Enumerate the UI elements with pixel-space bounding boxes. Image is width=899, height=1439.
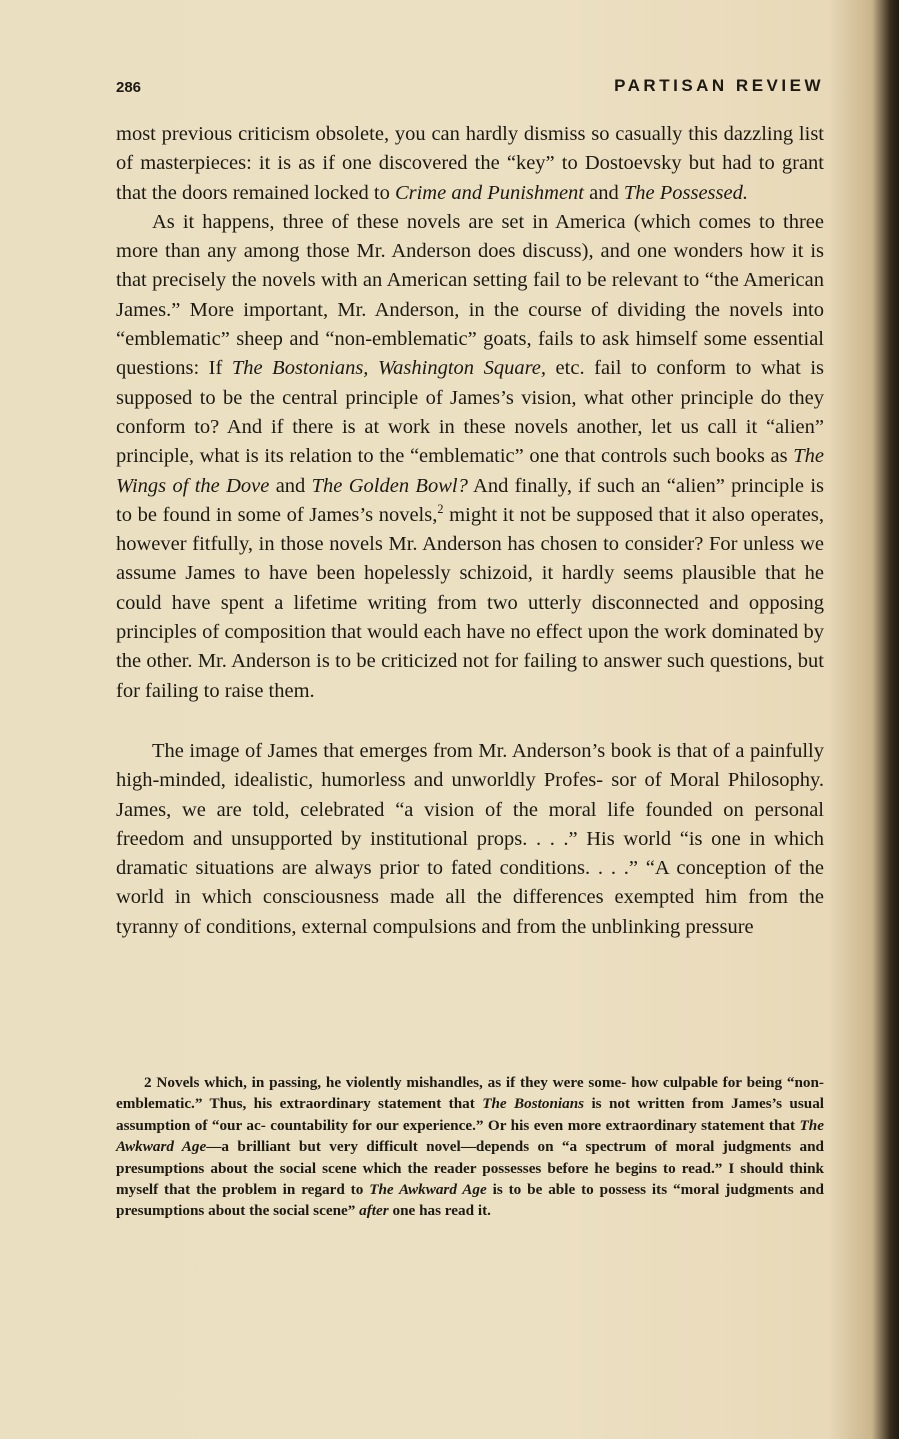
text-run: —a brilliant but very difficult novel—depends on “a spectrum of moral judgments and presumptions about the social scene which the reader possesses before he begins to read.” I should think myself that the problem in regard to	[116, 1138, 824, 1199]
text-run: The image of James that emerges from Mr. Anderson’s book is that of a painfully high-minded, idealistic, humorless and unworldly Profes- sor of Moral Philosophy. James, we are told, celebrated “a vision of the moral life founded on personal freedom and unsupported by institutional props. . . .” His world “is one in which dramatic situations are always prior to fated conditions. . . .” “A conception of the world in which consciousness made all the differences exempted him from the tyranny of conditions, external compulsions and from the unblinking pressure	[116, 739, 824, 938]
italic-text: The Bostonians	[482, 1095, 585, 1113]
running-head	[116, 76, 824, 102]
italic-text: The Awkward Age	[369, 1181, 487, 1199]
text-run: is to be able to possess its “moral judgments and presumptions about the social scene”	[116, 1181, 824, 1220]
text-run: etc. fail to conform to what is supposed to be the central principle of James’s vision, what other principle do they conform to? And if there is at work in these novels another, let us call it “alien” principle, what is its relation to the “emblematic” one that controls such books as	[116, 357, 825, 468]
text-run: and	[584, 181, 624, 204]
text-run: 2 Novels which, in passing, he violently mishandles, as if they were some- how culpable for being “non-emblematic.” Thus, his extraordinary statement that	[116, 1074, 824, 1113]
text-run: one has read it.	[388, 1202, 491, 1220]
paragraph	[116, 208, 824, 706]
footnote-reference: 2	[437, 502, 444, 517]
body-text	[116, 120, 824, 942]
text-run: As it happens, three of these novels are set in America (which comes to three more than any among those Mr. Anderson does discuss), and one wonders how it is that precisely the novels with an American setting fail to be relevant to “the American James.” More important, Mr. Anderson, in the course of dividing the novels into “emblematic” sheep and “non-emblematic” goats, fails to ask himself some essential questions: If	[116, 210, 824, 380]
page-number: 286	[116, 79, 142, 96]
italic-text: Crime and Punishment	[394, 181, 584, 204]
paragraph	[116, 120, 824, 208]
text-run: and	[269, 474, 312, 497]
paragraph	[116, 737, 824, 942]
text-run: is not written from James’s usual assumption of “our ac- countability for our experience.” Or his even more extraordinary statement that	[116, 1095, 825, 1134]
text-run: might it not be supposed that it also operates, however fitfully, in those novels Mr. Anderson has chosen to consider? For unless we assume James to have been hopelessly schizoid, it hardly seems plausible that he could have spent a lifetime writing from two utterly disconnected and opposing principles of composition that would each have no effect upon the work dominated by the other. Mr. Anderson is to be criticized not for failing to answer such questions, but for failing to raise them.	[116, 503, 825, 702]
italic-text: The Golden Bowl?	[311, 474, 468, 497]
journal-title: PARTISAN REVIEW	[614, 76, 824, 95]
footnote	[116, 1072, 824, 1222]
italic-text: The Wings of the Dove	[116, 445, 824, 497]
italic-text: The Awkward Age	[116, 1116, 824, 1156]
italic-text: The Bostonians, Washington Square,	[231, 357, 547, 380]
italic-text: after	[359, 1202, 389, 1220]
text-run: And finally, if such an “alien” principle is to be found in some of James’s novels,	[116, 474, 825, 526]
italic-text: The Possessed.	[623, 181, 748, 204]
text-run: most previous criticism obsolete, you can hardly dismiss so casually this dazzling list of masterpieces: it is as if one discovered the “key” to Dostoevsky but had to grant that the doors remained locked to	[116, 123, 824, 204]
